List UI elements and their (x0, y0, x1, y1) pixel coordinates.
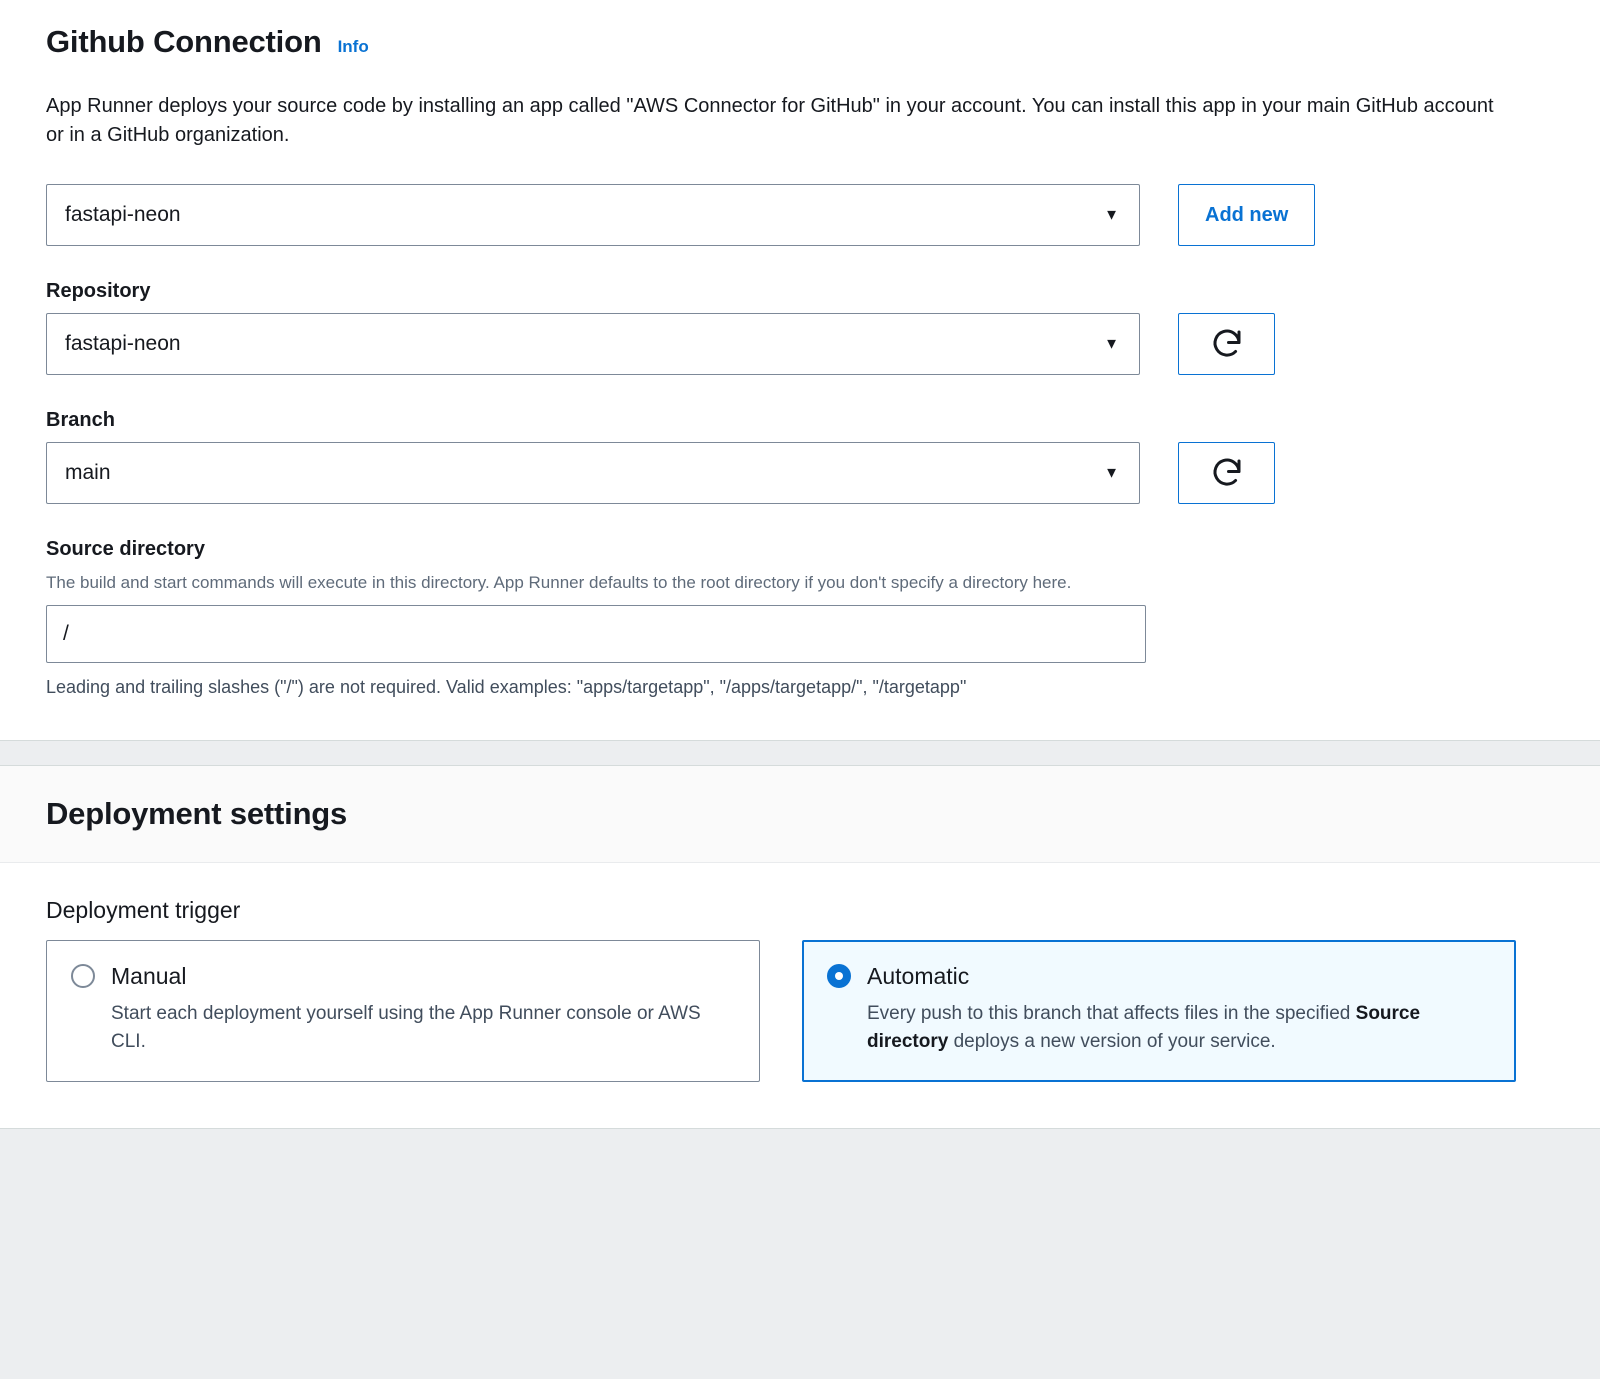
automatic-description-suffix: deploys a new version of your service. (948, 1030, 1276, 1052)
deployment-settings-header (0, 766, 1600, 863)
repository-select[interactable] (46, 313, 1140, 375)
deployment-trigger-options (46, 940, 1554, 1082)
source-directory-input[interactable] (46, 605, 1146, 663)
deployment-trigger-option-automatic[interactable] (802, 940, 1516, 1082)
source-directory-hint: Leading and trailing slashes ("/") are not required. Valid examples: "apps/targetapp", "/apps/targetapp/", "/targetapp" (46, 676, 967, 697)
manual-option-head (71, 963, 735, 990)
branch-select[interactable] (46, 442, 1140, 504)
deployment-settings-body (0, 863, 1600, 1128)
automatic-description-prefix: Every push to this branch that affects files in the specified (867, 1002, 1356, 1024)
deployment-trigger-option-manual[interactable] (46, 940, 760, 1082)
refresh-icon (1209, 455, 1245, 491)
section-header (46, 0, 1554, 60)
branch-field (46, 409, 1554, 504)
repository-field (46, 280, 1554, 375)
connection-select-value: fastapi-neon (65, 203, 181, 226)
branch-refresh-button[interactable] (1178, 442, 1275, 504)
connection-select[interactable] (46, 184, 1140, 246)
radio-button-manual[interactable] (71, 964, 95, 988)
manual-option-title: Manual (111, 962, 187, 989)
automatic-description-bold: Source directory (867, 1002, 1421, 1052)
chevron-down-icon: ▼ (1104, 464, 1119, 482)
repository-select-value: fastapi-neon (65, 332, 181, 355)
automatic-option-description (867, 1000, 1491, 1055)
chevron-down-icon: ▼ (1104, 335, 1119, 353)
info-link[interactable]: Info (337, 37, 369, 56)
automatic-option-head (827, 963, 1491, 990)
section-description: App Runner deploys your source code by installing an app called "AWS Connector for GitHub" in your account. You can install this app in your main GitHub account or in a GitHub organization. (46, 95, 1494, 146)
deployment-settings-title: Deployment settings (46, 795, 348, 831)
source-directory-field (46, 538, 1554, 700)
branch-label: Branch (46, 409, 115, 431)
section-divider (0, 741, 1600, 765)
automatic-option-title: Automatic (867, 962, 970, 989)
repository-refresh-button[interactable] (1178, 313, 1275, 375)
deployment-trigger-label: Deployment trigger (46, 896, 241, 923)
chevron-down-icon: ▼ (1104, 206, 1119, 224)
deployment-settings-section (0, 765, 1600, 1129)
branch-select-value: main (65, 461, 111, 484)
add-new-button[interactable]: Add new (1178, 184, 1315, 246)
radio-button-automatic[interactable] (827, 964, 851, 988)
connection-field (46, 184, 1554, 246)
manual-option-description: Start each deployment yourself using the App Runner console or AWS CLI. (111, 1002, 701, 1052)
source-directory-label: Source directory (46, 538, 205, 560)
source-directory-description: The build and start commands will execute in this directory. App Runner defaults to the root directory if you don't specify a directory here. (46, 573, 1072, 592)
page-title: Github Connection (46, 24, 322, 59)
repository-label: Repository (46, 280, 151, 302)
refresh-icon (1209, 326, 1245, 362)
